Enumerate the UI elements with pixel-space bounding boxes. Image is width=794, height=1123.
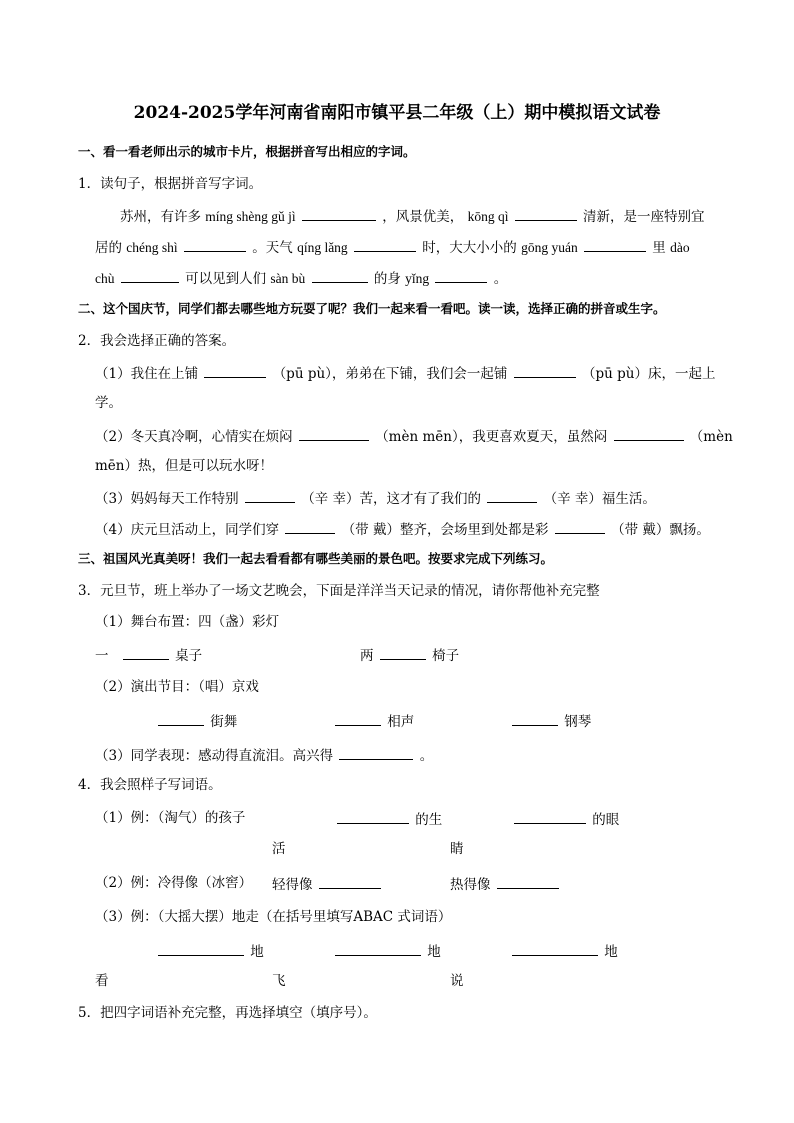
page-title: 2024-2025学年河南省南阳市镇平县二年级（上）期中模拟语文试卷 — [133, 103, 661, 123]
question-2-item-3: （3）妈妈每天工作特别 （辛 幸）苦，这才有了我们的 （辛 幸）福生活。 — [95, 488, 656, 508]
pinyin: kōng qì — [467, 209, 509, 224]
question-1-line-3: chù 可以见到人们 sàn bù 的身 yǐng 。 — [95, 268, 507, 288]
pinyin: sàn bù — [270, 271, 306, 286]
question-4-blank-1: 的生 — [335, 809, 442, 829]
question-1-line-1: 苏州，有许多 míng shèng gǔ jì ，风景优美， kōng qì 清新，是一座特别宜 — [120, 206, 705, 226]
question-4-char-2: 睛 — [450, 841, 464, 857]
answer-blank[interactable] — [512, 711, 558, 726]
question-3-stem: 3．元旦节，班上举办了一场文艺晚会，下面是洋洋当天记录的情况，请你帮他补充完整 — [78, 583, 600, 599]
answer-blank[interactable] — [184, 237, 246, 252]
answer-blank[interactable] — [299, 426, 369, 441]
section-1-heading: 一、看一看老师出示的城市卡片，根据拼音写出相应的字词。 — [78, 144, 416, 159]
answer-blank[interactable] — [319, 874, 381, 889]
answer-blank[interactable] — [337, 809, 409, 824]
answer-blank[interactable] — [204, 363, 266, 378]
question-4-stem: 4．我会照样子写词语。 — [78, 777, 222, 793]
answer-blank[interactable] — [312, 268, 368, 283]
answer-blank[interactable] — [584, 237, 646, 252]
section-3-heading: 三、祖国风光真美呀！我们一起去看看都有哪些美丽的景色吧。按要求完成下列练习。 — [78, 551, 554, 566]
question-5-stem: 5．把四字词语补充完整，再选择填空（填序号）。 — [78, 1005, 377, 1021]
question-3-verb-3: 钢琴 — [510, 711, 591, 731]
question-4-blank-7: 地 — [510, 941, 618, 961]
pinyin: chéng shì — [126, 240, 178, 255]
question-4-blank-6: 地 — [333, 941, 441, 961]
answer-blank[interactable] — [487, 488, 537, 503]
question-2-item-2: （2）冬天真冷啊，心情实在烦闷 （mèn mēn），我更喜欢夏天，虽然闷 （mèn — [95, 426, 733, 446]
question-2-item-4: （4）庆元旦活动上，同学们穿 （带 戴）整齐，会场里到处都是彩 （带 戴）飘扬。 — [95, 519, 710, 539]
question-4-char-3: 看 — [95, 973, 109, 989]
answer-blank[interactable] — [285, 519, 335, 534]
answer-blank[interactable] — [158, 711, 204, 726]
pinyin: qíng lǎng — [297, 240, 348, 255]
answer-blank[interactable] — [354, 237, 416, 252]
question-4-example-3: （3）例：（大摇大摆）地走（在括号里填写ABAC 式词语） — [95, 909, 452, 925]
answer-blank[interactable] — [380, 645, 426, 660]
question-3-verb-2: 相声 — [333, 711, 414, 731]
pinyin: yǐng — [405, 271, 430, 286]
question-3-verb-1: 街舞 — [156, 711, 237, 731]
pinyin: gōng yuán — [521, 240, 578, 255]
question-4-example-2: （2）例：冷得像（冰窖） — [95, 875, 253, 891]
question-2-item-2-cont: mēn）热，但是可以玩水呀！ — [95, 458, 273, 474]
question-3-sub-1: （1）舞台布置：四（盏）彩灯 — [95, 614, 280, 630]
answer-blank[interactable] — [158, 941, 244, 956]
answer-blank[interactable] — [514, 809, 586, 824]
answer-blank[interactable] — [335, 711, 381, 726]
answer-blank[interactable] — [435, 268, 487, 283]
answer-blank[interactable] — [515, 206, 577, 221]
question-4-blank-4: 热得像 — [450, 874, 561, 894]
question-4-char-4: 飞 — [272, 973, 286, 989]
question-4-blank-2: 的眼 — [512, 809, 619, 829]
question-3-row-measure-2: 两 椅子 — [360, 645, 459, 665]
pinyin: chù — [95, 271, 115, 286]
answer-blank[interactable] — [614, 426, 684, 441]
pinyin: míng shèng gǔ jì — [205, 209, 296, 224]
answer-blank[interactable] — [335, 941, 421, 956]
question-1-stem: 1．读句子，根据拼音写字词。 — [78, 176, 263, 192]
section-2-heading: 二、这个国庆节，同学们都去哪些地方玩耍了呢？我们一起来看一看吧。读一读，选择正确的拼音或生字。 — [78, 301, 666, 316]
answer-blank[interactable] — [339, 745, 413, 760]
answer-blank[interactable] — [123, 645, 169, 660]
question-3-sub-3: （3）同学表现：感动得直流泪。高兴得 。 — [95, 745, 433, 765]
question-4-char-5: 说 — [450, 973, 464, 989]
answer-blank[interactable] — [245, 488, 295, 503]
question-4-blank-3: 轻得像 — [272, 874, 383, 894]
question-2-stem: 2．我会选择正确的答案。 — [78, 333, 236, 349]
question-3-sub-2: （2）演出节目：（唱）京戏 — [95, 679, 259, 695]
question-2-item-1-cont: 学。 — [95, 395, 122, 411]
question-4-char-1: 活 — [272, 841, 286, 857]
question-1-line-2: 居的 chéng shì 。天气 qíng lǎng 时，大大小小的 gōng yuán 里 dào — [95, 237, 690, 257]
answer-blank[interactable] — [555, 519, 605, 534]
question-4-example-1: （1）例：（淘气）的孩子 — [95, 810, 246, 826]
answer-blank[interactable] — [121, 268, 179, 283]
answer-blank[interactable] — [512, 941, 598, 956]
question-4-blank-5: 地 — [156, 941, 264, 961]
answer-blank[interactable] — [497, 874, 559, 889]
answer-blank[interactable] — [514, 363, 576, 378]
question-3-row-measure-1: 一 桌子 — [95, 645, 202, 665]
question-2-item-1: （1）我住在上铺 （pū pù），弟弟在下铺，我们会一起铺 （pū pù）床，一起上 — [95, 363, 715, 383]
answer-blank[interactable] — [302, 206, 376, 221]
pinyin: dào — [670, 240, 690, 255]
